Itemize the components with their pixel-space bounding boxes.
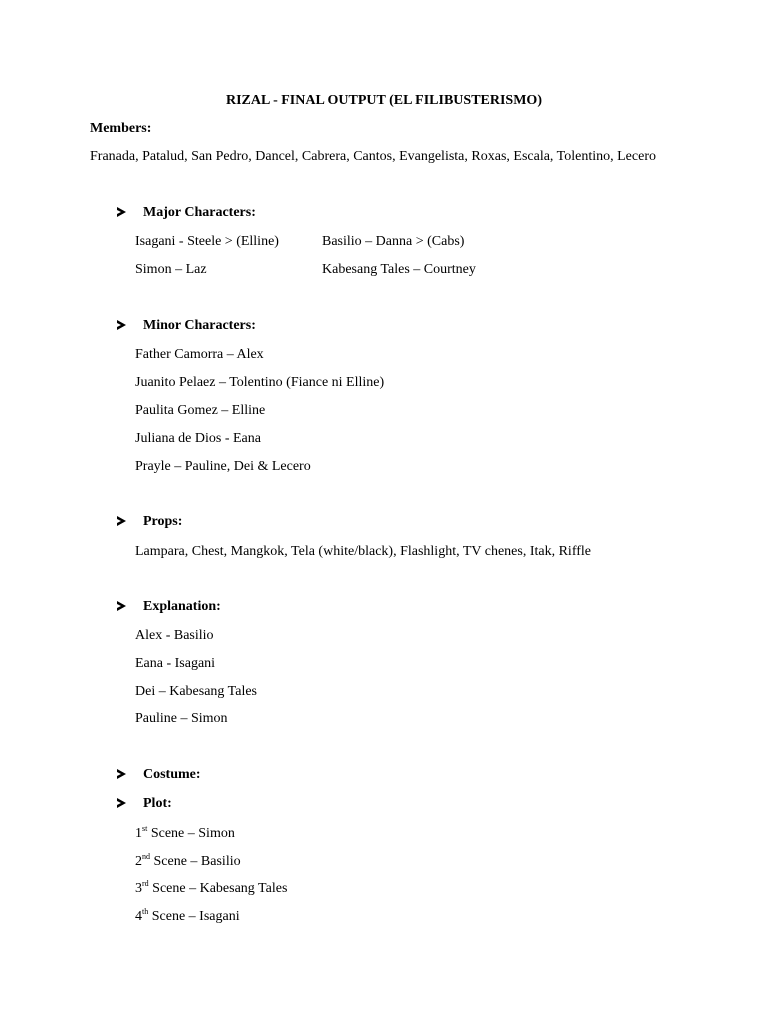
explanation-item: Dei – Kabesang Tales: [135, 684, 258, 699]
scene-text: Scene – Basilio: [150, 854, 241, 869]
explanation-heading: Explanation:: [143, 599, 221, 614]
scene-number: 1: [135, 826, 142, 841]
minor-character-item: Father Camorra – Alex: [135, 347, 264, 362]
scene-number: 4: [135, 909, 142, 924]
props-heading: Props:: [143, 514, 183, 529]
minor-character-item: Juliana de Dios - Eana: [135, 431, 261, 446]
major-character-left-1: Isagani - Steele > (Elline): [135, 234, 279, 249]
scene-ordinal-suffix: rd: [142, 879, 149, 888]
scene-ordinal-suffix: st: [142, 824, 148, 833]
scene-number: 3: [135, 881, 142, 896]
major-character-right-1: Basilio – Danna > (Cabs): [322, 234, 465, 249]
members-label: Members:: [90, 121, 152, 136]
major-character-left-2: Simon – Laz: [135, 262, 207, 277]
document-title: RIZAL - FINAL OUTPUT (EL FILIBUSTERISMO): [226, 93, 542, 108]
explanation-item: Alex - Basilio: [135, 628, 214, 643]
plot-scene: [135, 880, 287, 898]
plot-scene: [135, 825, 235, 843]
plot-heading: Plot:: [143, 796, 172, 811]
major-characters-heading: Major Characters:: [143, 205, 256, 220]
scene-ordinal-suffix: nd: [142, 852, 150, 861]
explanation-item: Pauline – Simon: [135, 711, 228, 726]
arrow-bullet-icon: [117, 207, 126, 217]
costume-heading: Costume:: [143, 767, 201, 782]
arrow-bullet-icon: [117, 798, 126, 808]
minor-characters-heading: Minor Characters:: [143, 318, 256, 333]
members-text: Franada, Patalud, San Pedro, Dancel, Cabrera, Cantos, Evangelista, Roxas, Escala, Tolentino, Lecero: [90, 149, 656, 164]
arrow-bullet-icon: [117, 769, 126, 779]
explanation-item: Eana - Isagani: [135, 656, 216, 671]
plot-scene: [135, 853, 241, 871]
arrow-bullet-icon: [117, 320, 126, 330]
arrow-bullet-icon: [117, 601, 126, 611]
scene-text: Scene – Kabesang Tales: [148, 881, 288, 896]
plot-scene: [135, 908, 240, 926]
scene-ordinal-suffix: th: [142, 907, 149, 916]
scene-text: Scene – Isagani: [148, 909, 240, 924]
minor-character-item: Paulita Gomez – Elline: [135, 403, 266, 418]
minor-character-item: Prayle – Pauline, Dei & Lecero: [135, 459, 311, 474]
major-character-right-2: Kabesang Tales – Courtney: [322, 262, 476, 277]
scene-text: Scene – Simon: [147, 826, 235, 841]
scene-number: 2: [135, 854, 142, 869]
minor-character-item: Juanito Pelaez – Tolentino (Fiance ni Elline): [135, 375, 385, 390]
props-text: Lampara, Chest, Mangkok, Tela (white/black), Flashlight, TV chenes, Itak, Riffle: [135, 544, 591, 559]
arrow-bullet-icon: [117, 516, 126, 526]
